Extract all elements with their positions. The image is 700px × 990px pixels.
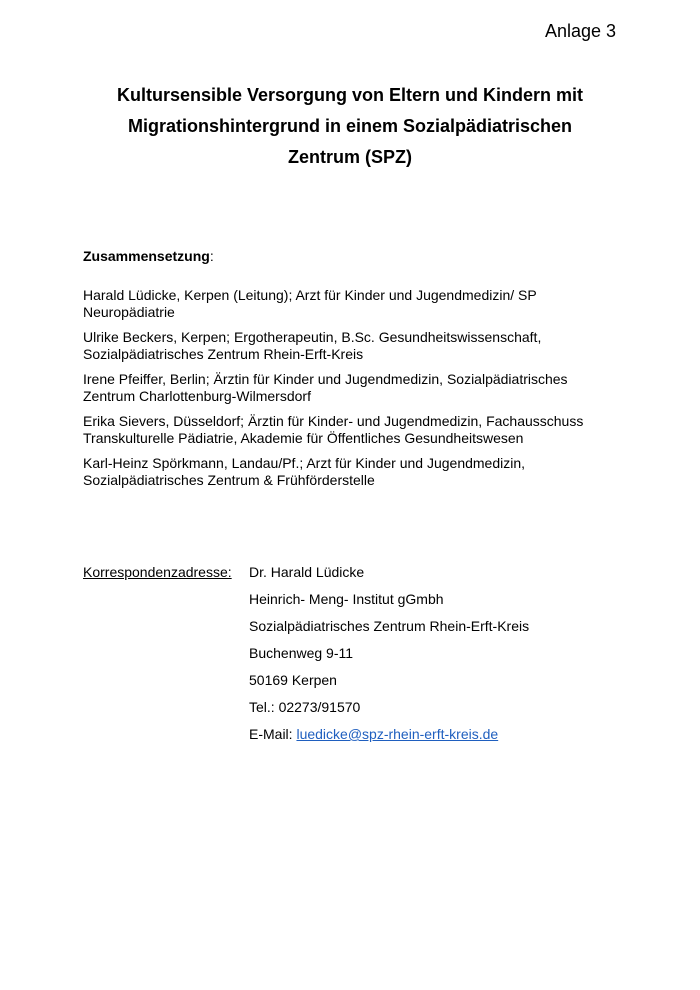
- member-entry-line: Ulrike Beckers, Kerpen; Ergotherapeutin, B.Sc. Gesundheitswissenschaft,: [83, 329, 542, 345]
- member-entry-line: Sozialpädiatrisches Zentrum & Frühförderstelle: [83, 472, 375, 488]
- title-line-2: Migrationshintergrund in einem Sozialpädiatrischen: [127, 116, 573, 136]
- member-entry-line: Karl-Heinz Spörkmann, Landau/Pf.; Arzt für Kinder und Jugendmedizin,: [83, 455, 526, 471]
- annex-label: Anlage 3: [544, 21, 616, 41]
- member-entry: [83, 371, 623, 405]
- member-entry: [83, 287, 623, 321]
- member-entry-line: Erika Sievers, Düsseldorf; Ärztin für Kinder- und Jugendmedizin, Fachausschuss: [83, 413, 584, 429]
- member-entry-line: Harald Lüdicke, Kerpen (Leitung); Arzt für Kinder und Jugendmedizin/ SP: [83, 287, 537, 303]
- correspondence-label: Korrespondenzadresse:: [83, 564, 232, 580]
- member-entry: [83, 413, 623, 447]
- contact-city: 50169 Kerpen: [249, 672, 337, 688]
- member-entry-line: Transkulturelle Pädiatrie, Akademie für Öffentliches Gesundheitswesen: [83, 430, 524, 446]
- composition-heading-label: Zusammensetzung: [83, 248, 210, 264]
- contact-email-row: [249, 725, 649, 743]
- member-entry: [83, 329, 623, 363]
- email-link[interactable]: luedicke@spz-rhein-erft-kreis.de: [296, 726, 499, 742]
- title-line-3: Zentrum (SPZ): [288, 147, 412, 167]
- contact-institute: Heinrich- Meng- Institut gGmbh: [249, 591, 444, 607]
- member-entry-line: Zentrum Charlottenburg-Wilmersdorf: [83, 388, 311, 404]
- contact-phone: Tel.: 02273/91570: [249, 699, 361, 715]
- member-entry-line: Sozialpädiatrisches Zentrum Rhein-Erft-Kreis: [83, 346, 364, 362]
- title-line-1: Kultursensible Versorgung von Eltern und Kindern mit: [116, 85, 584, 105]
- contact-street: Buchenweg 9-11: [249, 645, 354, 661]
- member-entry-line: Neuropädiatrie: [83, 304, 175, 320]
- contact-name: Dr. Harald Lüdicke: [249, 564, 365, 580]
- member-entry: [83, 455, 623, 489]
- document-title: [80, 80, 620, 173]
- correspondence-address: [249, 563, 649, 752]
- contact-center: Sozialpädiatrisches Zentrum Rhein-Erft-Kreis: [249, 618, 530, 634]
- composition-heading-colon: :: [209, 248, 214, 264]
- member-list: [83, 287, 623, 497]
- contact-email-label: E-Mail:: [249, 726, 297, 742]
- composition-heading: [83, 247, 214, 265]
- member-entry-line: Irene Pfeiffer, Berlin; Ärztin für Kinder und Jugendmedizin, Sozialpädiatrisches: [83, 371, 568, 387]
